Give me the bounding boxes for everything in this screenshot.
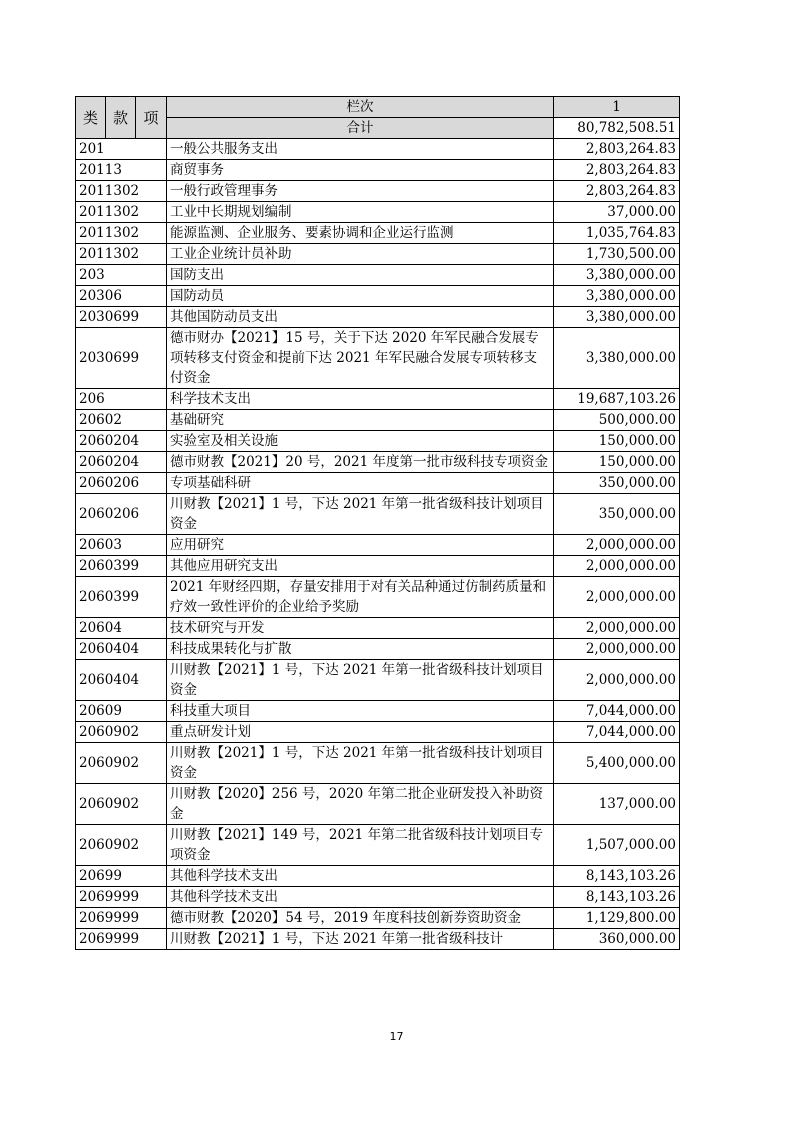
row-name: 专项基础科研 <box>167 473 554 494</box>
row-code: 2060206 <box>76 473 167 494</box>
row-code: 2030699 <box>76 307 167 328</box>
table-row <box>76 535 680 556</box>
row-amount: 350,000.00 <box>554 473 680 494</box>
table-row <box>76 286 680 307</box>
table-row <box>76 908 680 929</box>
header-kuan: 款 <box>106 97 136 139</box>
row-name: 德市财办【2021】15 号，关于下达 2020 年军民融合发展专项转移支付资金和提前下达 2021 年军民融合发展专项转移支付资金 <box>167 328 554 389</box>
row-name: 商贸事务 <box>167 160 554 181</box>
row-amount: 5,400,000.00 <box>554 743 680 784</box>
row-code: 201 <box>76 139 167 160</box>
header-row <box>76 97 680 118</box>
table-row <box>76 887 680 908</box>
page-number: 17 <box>389 1030 404 1043</box>
row-code: 2011302 <box>76 202 167 223</box>
table-row <box>76 328 680 389</box>
row-code: 203 <box>76 265 167 286</box>
table-row <box>76 473 680 494</box>
table-row <box>76 223 680 244</box>
row-amount: 3,380,000.00 <box>554 265 680 286</box>
row-name: 一般公共服务支出 <box>167 139 554 160</box>
table-row <box>76 556 680 577</box>
row-name: 2021 年财经四期，存量安排用于对有关品种通过仿制药质量和疗效一致性评价的企业给予奖励 <box>167 577 554 618</box>
row-name: 工业中长期规划编制 <box>167 202 554 223</box>
row-name: 国防支出 <box>167 265 554 286</box>
header-column-index: 1 <box>554 97 680 118</box>
table-row <box>76 307 680 328</box>
row-amount: 500,000.00 <box>554 410 680 431</box>
row-name: 技术研究与开发 <box>167 618 554 639</box>
row-code: 2060399 <box>76 556 167 577</box>
row-amount: 2,000,000.00 <box>554 660 680 701</box>
row-code: 20604 <box>76 618 167 639</box>
row-name: 国防动员 <box>167 286 554 307</box>
table-row <box>76 618 680 639</box>
table-row <box>76 202 680 223</box>
table-row <box>76 660 680 701</box>
row-amount: 1,035,764.83 <box>554 223 680 244</box>
row-code: 2060204 <box>76 452 167 473</box>
table-row <box>76 784 680 825</box>
row-amount: 150,000.00 <box>554 452 680 473</box>
table-row <box>76 494 680 535</box>
table-row <box>76 265 680 286</box>
row-name: 其他国防动员支出 <box>167 307 554 328</box>
row-code: 2011302 <box>76 244 167 265</box>
row-code: 206 <box>76 389 167 410</box>
table-row <box>76 452 680 473</box>
row-amount: 2,803,264.83 <box>554 181 680 202</box>
row-name: 能源监测、企业服务、要素协调和企业运行监测 <box>167 223 554 244</box>
row-name: 川财教【2021】1 号，下达 2021 年第一批省级科技计划项目资金 <box>167 660 554 701</box>
row-amount: 150,000.00 <box>554 431 680 452</box>
row-code: 2060404 <box>76 660 167 701</box>
table-row <box>76 577 680 618</box>
row-code: 20306 <box>76 286 167 307</box>
row-amount: 2,000,000.00 <box>554 556 680 577</box>
row-name: 德市财教【2020】54 号，2019 年度科技创新券资助资金 <box>167 908 554 929</box>
row-code: 2060404 <box>76 639 167 660</box>
row-code: 2060902 <box>76 743 167 784</box>
row-amount: 2,803,264.83 <box>554 139 680 160</box>
row-amount: 7,044,000.00 <box>554 701 680 722</box>
row-code: 2060902 <box>76 784 167 825</box>
row-code: 2060206 <box>76 494 167 535</box>
row-code: 20699 <box>76 866 167 887</box>
row-name: 德市财教【2021】20 号，2021 年度第一批市级科技专项资金 <box>167 452 554 473</box>
row-amount: 350,000.00 <box>554 494 680 535</box>
table-row <box>76 866 680 887</box>
total-label: 合计 <box>167 118 554 139</box>
table-row <box>76 160 680 181</box>
row-amount: 1,129,800.00 <box>554 908 680 929</box>
table-row <box>76 825 680 866</box>
row-code: 20602 <box>76 410 167 431</box>
row-name: 实验室及相关设施 <box>167 431 554 452</box>
row-amount: 8,143,103.26 <box>554 887 680 908</box>
budget-table <box>75 96 680 950</box>
table-row <box>76 431 680 452</box>
row-name: 川财教【2021】1 号，下达 2021 年第一批省级科技计 <box>167 929 554 950</box>
header-xiang: 项 <box>136 97 167 139</box>
row-name: 应用研究 <box>167 535 554 556</box>
row-amount: 360,000.00 <box>554 929 680 950</box>
row-code: 2060902 <box>76 722 167 743</box>
table-row <box>76 701 680 722</box>
row-code: 2060399 <box>76 577 167 618</box>
table-row <box>76 244 680 265</box>
row-code: 2011302 <box>76 181 167 202</box>
total-row <box>76 118 680 139</box>
row-code: 2030699 <box>76 328 167 389</box>
header-lanci: 栏次 <box>167 97 554 118</box>
header-lei: 类 <box>76 97 106 139</box>
row-name: 其他科学技术支出 <box>167 887 554 908</box>
row-amount: 19,687,103.26 <box>554 389 680 410</box>
row-code: 2060902 <box>76 825 167 866</box>
row-amount: 137,000.00 <box>554 784 680 825</box>
row-amount: 2,000,000.00 <box>554 577 680 618</box>
row-amount: 3,380,000.00 <box>554 286 680 307</box>
table-row <box>76 639 680 660</box>
table-row <box>76 410 680 431</box>
row-amount: 2,000,000.00 <box>554 639 680 660</box>
row-code: 2069999 <box>76 929 167 950</box>
table-row <box>76 389 680 410</box>
row-amount: 3,380,000.00 <box>554 307 680 328</box>
row-amount: 1,730,500.00 <box>554 244 680 265</box>
table-row <box>76 181 680 202</box>
row-amount: 3,380,000.00 <box>554 328 680 389</box>
row-code: 2060204 <box>76 431 167 452</box>
row-name: 一般行政管理事务 <box>167 181 554 202</box>
row-amount: 37,000.00 <box>554 202 680 223</box>
table-row <box>76 743 680 784</box>
row-name: 科技成果转化与扩散 <box>167 639 554 660</box>
row-name: 其他应用研究支出 <box>167 556 554 577</box>
row-name: 科技重大项目 <box>167 701 554 722</box>
row-code: 2069999 <box>76 908 167 929</box>
table-row <box>76 722 680 743</box>
row-name: 重点研发计划 <box>167 722 554 743</box>
row-name: 川财教【2021】1 号，下达 2021 年第一批省级科技计划项目资金 <box>167 494 554 535</box>
table-row <box>76 929 680 950</box>
row-amount: 1,507,000.00 <box>554 825 680 866</box>
row-amount: 2,803,264.83 <box>554 160 680 181</box>
row-name: 川财教【2021】149 号，2021 年第二批省级科技计划项目专项资金 <box>167 825 554 866</box>
row-name: 其他科学技术支出 <box>167 866 554 887</box>
row-name: 科学技术支出 <box>167 389 554 410</box>
table-row <box>76 139 680 160</box>
row-amount: 7,044,000.00 <box>554 722 680 743</box>
row-amount: 2,000,000.00 <box>554 535 680 556</box>
row-code: 20113 <box>76 160 167 181</box>
row-name: 工业企业统计员补助 <box>167 244 554 265</box>
row-name: 川财教【2020】256 号，2020 年第二批企业研发投入补助资金 <box>167 784 554 825</box>
row-name: 基础研究 <box>167 410 554 431</box>
row-code: 2011302 <box>76 223 167 244</box>
row-name: 川财教【2021】1 号，下达 2021 年第一批省级科技计划项目资金 <box>167 743 554 784</box>
row-code: 20603 <box>76 535 167 556</box>
row-code: 20609 <box>76 701 167 722</box>
row-amount: 2,000,000.00 <box>554 618 680 639</box>
total-amount: 80,782,508.51 <box>554 118 680 139</box>
row-code: 2069999 <box>76 887 167 908</box>
row-amount: 8,143,103.26 <box>554 866 680 887</box>
